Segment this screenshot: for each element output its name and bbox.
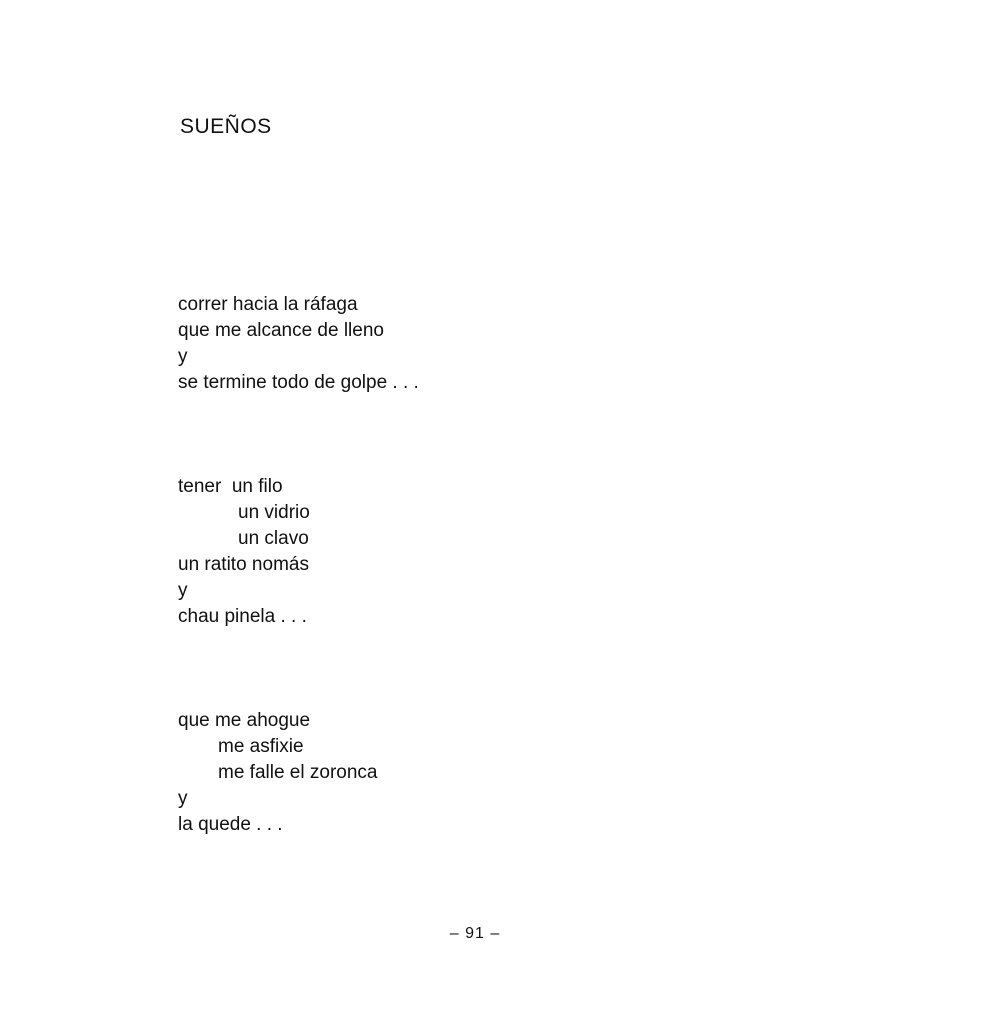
- poem-line: que me ahogue: [178, 710, 311, 731]
- poem-title: SUEÑOS: [180, 115, 272, 138]
- stanza-2: [178, 474, 310, 630]
- poem-line: y: [178, 346, 188, 367]
- poem-line-indented: un clavo: [238, 528, 309, 549]
- poem-line: y: [178, 788, 188, 809]
- poem-line: chau pinela . . .: [178, 606, 307, 627]
- poem-line: y: [178, 580, 188, 601]
- stanza-3: [178, 708, 377, 838]
- poem-line-indented: me asfixie: [218, 736, 304, 757]
- stanza-1: [178, 292, 419, 396]
- poem-line: se termine todo de golpe . . .: [178, 372, 419, 393]
- page-number: – 91 –: [449, 925, 501, 942]
- poem-line-indented: un vidrio: [238, 502, 310, 523]
- poem-line-indented: me falle el zoronca: [218, 762, 378, 783]
- poem-line: la quede . . .: [178, 814, 283, 835]
- poem-line: que me alcance de lleno: [178, 320, 384, 341]
- poem-line: un ratito nomás: [178, 554, 309, 575]
- poem-line: correr hacia la ráfaga: [178, 294, 358, 315]
- poem-line: tener un filo: [178, 476, 283, 497]
